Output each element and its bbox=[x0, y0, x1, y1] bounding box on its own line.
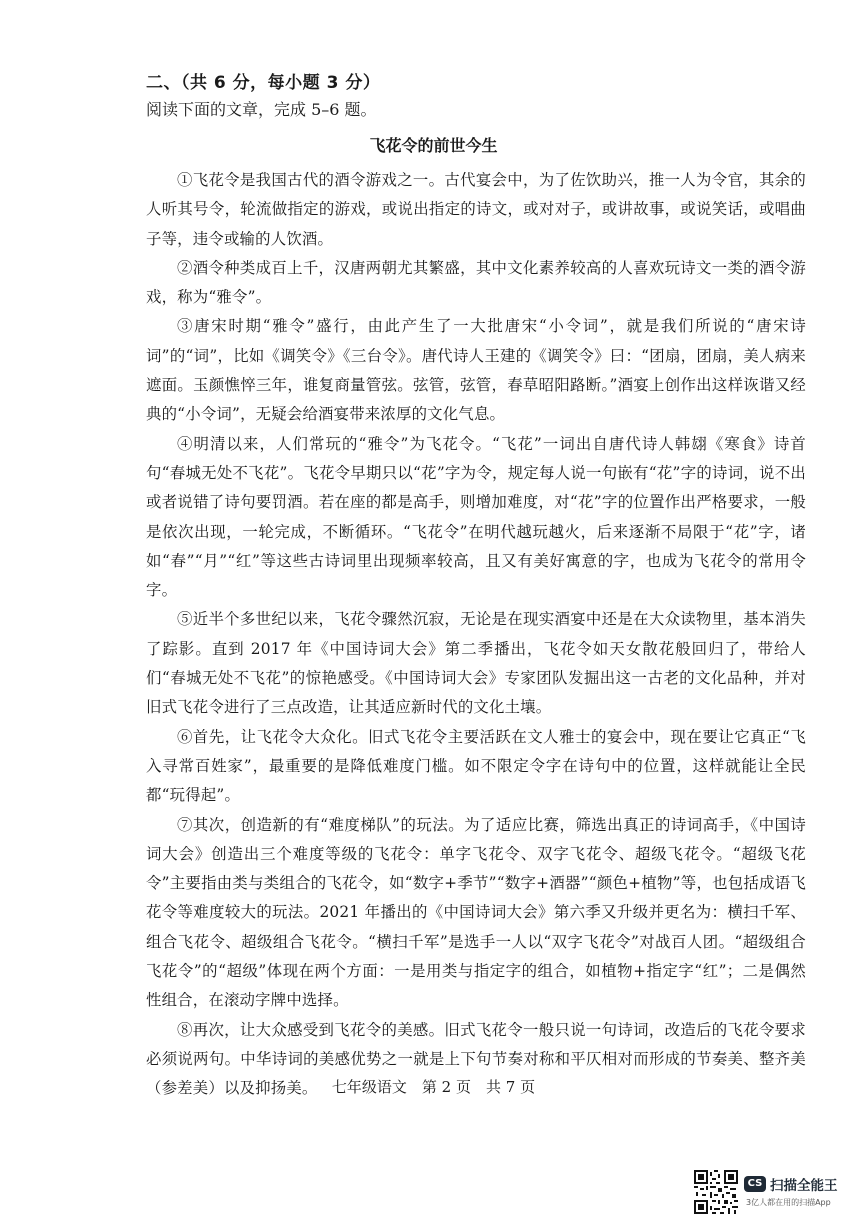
paragraph-1: ①飞花令是我国古代的酒令游戏之一。古代宴会中，为了佐饮助兴，推一人为令官，其余的人听其号令，轮流做指定的游戏，或说出指定的诗文，或对对子，或讲故事，或说笑话，或唱曲子等，违令或输的人饮酒。 bbox=[146, 171, 806, 248]
camscanner-logo-icon: CS bbox=[744, 1176, 766, 1192]
page-footer: 七年级语文 第 2 页 共 7 页 bbox=[331, 1078, 536, 1096]
paragraph-4: ④明清以来，人们常玩的“雅令”为飞花令。“飞花”一词出自唐代诗人韩翃《寒食》诗首句“春城无处不飞花”。飞花令早期只以“花”字为令，规定每人说一句嵌有“花”字的诗词，说不出或者说错了诗句要罚酒。若在座的都是高手，则增加难度，对“花”字的位置作出严格要求，一般是依次出现，一轮完成，不断循环。“飞花令”在明代越玩越火，后来逐渐不局限于“花”字，诸如“春”“月”“红”等这些古诗词里出现频率较高，且又有美好寓意的字，也成为飞花令的常用令字。 bbox=[146, 434, 806, 600]
article-title: 飞花令的前世今生 bbox=[369, 136, 498, 155]
paragraph-2: ②酒令种类成百上千，汉唐两朝尤其繁盛，其中文化素养较高的人喜欢玩诗文一类的酒令游戏，称为“雅令”。 bbox=[146, 258, 806, 307]
paragraph-6: ⑥首先，让飞花令大众化。旧式飞花令主要活跃在文人雅士的宴会中，现在要让它真正“飞入寻常百姓家”，最重要的是降低难度门槛。如不限定令字在诗句中的位置，这样就能让全民都“玩得起”。 bbox=[146, 727, 806, 805]
paragraph-7: ⑦其次，创造新的有“难度梯队”的玩法。为了适应比赛，筛选出真正的诗词高手，《中国诗词大会》创造出三个难度等级的飞花令：单字飞花令、双字飞花令、超级飞花令。“超级飞花令”主要指由类与类组合的飞花令，如“数字+季节”“数字+酒器”“颜色+植物”等，也包括成语飞花令等难度较大的玩法。2021 年播出的《中国诗词大会》第六季又升级并更名为：横扫千军、组合飞花令、超级组合飞花令。“横扫千军”是选手一人以“双字飞花令”对战百人团。“超级组合飞花令”的“超级”体现在两个方面：一是用类与指定字的组合，如植物+指定字“红”；二是偶然性组合，在滚动字牌中选择。 bbox=[146, 815, 806, 1010]
qr-code-icon bbox=[694, 1170, 738, 1214]
scanner-watermark bbox=[694, 1170, 854, 1220]
scanner-brand-name: 扫描全能王 bbox=[770, 1178, 838, 1194]
paragraph-3: ③唐宋时期“雅令”盛行，由此产生了一大批唐宋“小令词”，就是我们所说的“唐宋诗词”的“词”，比如《调笑令》《三台令》。唐代诗人王建的《调笑令》曰：“团扇，团扇，美人病来遮面。玉颜憔悴三年，谁复商量管弦。弦管，弦管，春草昭阳路断。”酒宴上创作出这样诙谐又经典的“小令词”，无疑会给酒宴带来浓厚的文化气息。 bbox=[146, 317, 806, 424]
section-heading: 二、（共 6 分，每小题 3 分） bbox=[146, 73, 381, 93]
paragraph-8: ⑧再次，让大众感受到飞花令的美感。旧式飞花令一般只说一句诗词，改造后的飞花令要求必须说两句。中华诗词的美感优势之一就是上下句节奏对称和平仄相对而形成的节奏美、整齐美（参差美）以及抑扬美。 bbox=[146, 1020, 806, 1098]
paragraph-5: ⑤近半个多世纪以来，飞花令骤然沉寂，无论是在现实酒宴中还是在大众读物里，基本消失了踪影。直到 2017 年《中国诗词大会》第二季播出，飞花令如天女散花般回归了，带给人们“春城无处不飞花”的惊艳感受。《中国诗词大会》专家团队发掘出这一古老的文化品种，并对旧式飞花令进行了三点改造，让其适应新时代的文化土壤。 bbox=[146, 610, 806, 717]
scanner-tagline: 3亿人都在用的扫描App bbox=[746, 1198, 831, 1207]
article-body bbox=[146, 166, 806, 1104]
instruction-text: 阅读下面的文章，完成 5–6 题。 bbox=[146, 100, 377, 119]
